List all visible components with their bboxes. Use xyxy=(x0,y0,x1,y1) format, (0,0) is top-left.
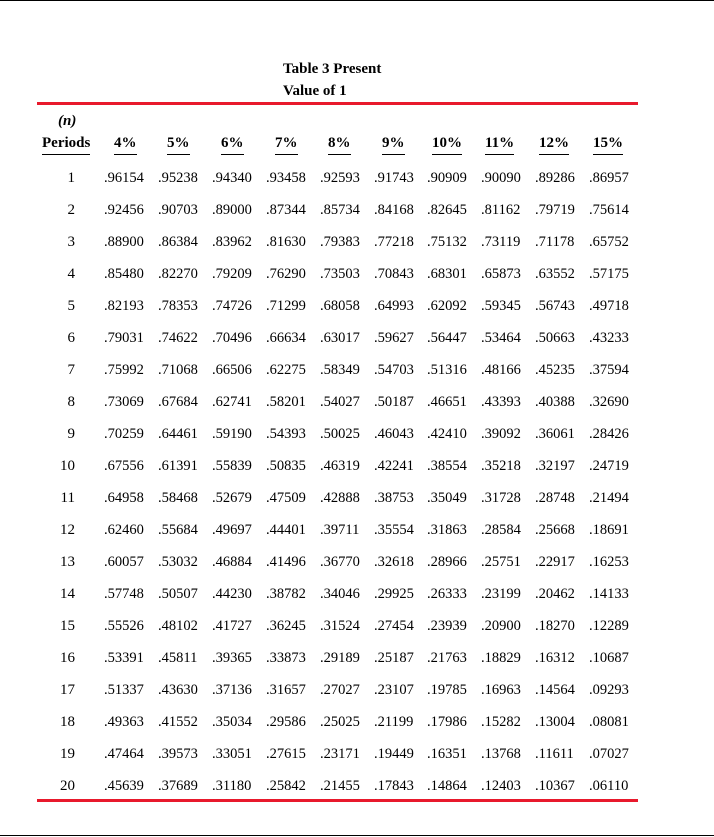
table-cell: .66506 xyxy=(212,362,252,378)
table-cell: .16963 xyxy=(481,682,521,698)
period-number: 7 xyxy=(67,362,75,378)
table-cell: .46651 xyxy=(427,394,467,410)
period-number: 17 xyxy=(60,682,75,698)
table-cell: .61391 xyxy=(158,458,198,474)
table-cell: .82645 xyxy=(427,202,467,218)
periods-header: Periods xyxy=(42,134,90,155)
table-row xyxy=(0,328,714,348)
table-cell: .56743 xyxy=(535,298,575,314)
table-cell: .44401 xyxy=(266,522,306,538)
table-cell: .08081 xyxy=(589,714,629,730)
table-cell: .43630 xyxy=(158,682,198,698)
table-cell: .35218 xyxy=(481,458,521,474)
table-cell: .16351 xyxy=(427,746,467,762)
table-cell: .68301 xyxy=(427,266,467,282)
table-cell: .27615 xyxy=(266,746,306,762)
table-cell: .47509 xyxy=(266,490,306,506)
table-cell: .51337 xyxy=(104,682,144,698)
table-row xyxy=(0,264,714,284)
period-number: 11 xyxy=(60,490,75,506)
period-number: 15 xyxy=(60,618,75,634)
table-cell: .19785 xyxy=(427,682,467,698)
rate-header: 4% xyxy=(114,134,137,155)
table-cell: .70496 xyxy=(212,330,252,346)
table-cell: .62092 xyxy=(427,298,467,314)
table-cell: .27027 xyxy=(320,682,360,698)
table-cell: .68058 xyxy=(320,298,360,314)
table-row xyxy=(0,456,714,476)
table-cell: .59345 xyxy=(481,298,521,314)
table-cell: .48166 xyxy=(481,362,521,378)
table-cell: .38782 xyxy=(266,586,306,602)
table-cell: .62741 xyxy=(212,394,252,410)
table-cell: .25751 xyxy=(481,554,521,570)
table-cell: .16312 xyxy=(535,650,575,666)
table-cell: .70259 xyxy=(104,426,144,442)
table-cell: .18270 xyxy=(535,618,575,634)
table-cell: .13768 xyxy=(481,746,521,762)
table-cell: .66634 xyxy=(266,330,306,346)
table-cell: .20900 xyxy=(481,618,521,634)
table-cell: .45235 xyxy=(535,362,575,378)
table-cell: .24719 xyxy=(589,458,629,474)
table-cell: .33051 xyxy=(212,746,252,762)
table-cell: .73503 xyxy=(320,266,360,282)
table-cell: .53391 xyxy=(104,650,144,666)
table-row xyxy=(0,488,714,508)
table-cell: .10687 xyxy=(589,650,629,666)
rate-header: 11% xyxy=(485,134,514,155)
table-cell: .41496 xyxy=(266,554,306,570)
period-number: 8 xyxy=(67,394,75,410)
table-cell: .95238 xyxy=(158,170,198,186)
table-cell: .81162 xyxy=(481,202,521,218)
table-row xyxy=(0,520,714,540)
table-cell: .52679 xyxy=(212,490,252,506)
table-cell: .34046 xyxy=(320,586,360,602)
table-cell: .37594 xyxy=(589,362,629,378)
table-cell: .25668 xyxy=(535,522,575,538)
table-cell: .46319 xyxy=(320,458,360,474)
table-cell: .14564 xyxy=(535,682,575,698)
table-row xyxy=(0,648,714,668)
table-cell: .25187 xyxy=(374,650,414,666)
table-cell: .21763 xyxy=(427,650,467,666)
table-cell: .25025 xyxy=(320,714,360,730)
table-row xyxy=(0,200,714,220)
table-top-rule xyxy=(37,102,638,105)
rate-header: 15% xyxy=(593,134,623,155)
table-cell: .58201 xyxy=(266,394,306,410)
rate-header: 12% xyxy=(539,134,569,155)
rate-header: 8% xyxy=(328,134,351,155)
table-cell: .43393 xyxy=(481,394,521,410)
table-cell: .32618 xyxy=(374,554,414,570)
table-cell: .76290 xyxy=(266,266,306,282)
table-cell: .28426 xyxy=(589,426,629,442)
table-bottom-rule xyxy=(37,799,638,802)
table-cell: .55839 xyxy=(212,458,252,474)
table-cell: .74622 xyxy=(158,330,198,346)
period-number: 1 xyxy=(67,170,75,186)
table-cell: .17843 xyxy=(374,778,414,794)
table-cell: .46884 xyxy=(212,554,252,570)
table-cell: .20462 xyxy=(535,586,575,602)
table-cell: .58468 xyxy=(158,490,198,506)
period-number: 10 xyxy=(60,458,75,474)
period-number: 12 xyxy=(60,522,75,538)
table-row xyxy=(0,584,714,604)
table-cell: .50507 xyxy=(158,586,198,602)
table-cell: .70843 xyxy=(374,266,414,282)
table-cell: .55526 xyxy=(104,618,144,634)
rate-header: 7% xyxy=(275,134,298,155)
table-row xyxy=(0,616,714,636)
table-cell: .57175 xyxy=(589,266,629,282)
table-cell: .92456 xyxy=(104,202,144,218)
table-cell: .32197 xyxy=(535,458,575,474)
table-cell: .57748 xyxy=(104,586,144,602)
table-cell: .79719 xyxy=(535,202,575,218)
table-row xyxy=(0,680,714,700)
table-cell: .91743 xyxy=(374,170,414,186)
table-cell: .32690 xyxy=(589,394,629,410)
table-cell: .62275 xyxy=(266,362,306,378)
table-cell: .44230 xyxy=(212,586,252,602)
table-row xyxy=(0,296,714,316)
table-cell: .31863 xyxy=(427,522,467,538)
table-cell: .16253 xyxy=(589,554,629,570)
table-title-line2: Value of 1 xyxy=(283,83,347,99)
table-cell: .79383 xyxy=(320,234,360,250)
table-cell: .64958 xyxy=(104,490,144,506)
table-cell: .36245 xyxy=(266,618,306,634)
table-cell: .74726 xyxy=(212,298,252,314)
table-cell: .07027 xyxy=(589,746,629,762)
table-cell: .36770 xyxy=(320,554,360,570)
table-cell: .29925 xyxy=(374,586,414,602)
table-cell: .09293 xyxy=(589,682,629,698)
table-cell: .25842 xyxy=(266,778,306,794)
table-cell: .54393 xyxy=(266,426,306,442)
period-number: 4 xyxy=(67,266,75,282)
table-cell: .28584 xyxy=(481,522,521,538)
table-cell: .23107 xyxy=(374,682,414,698)
table-cell: .81630 xyxy=(266,234,306,250)
table-cell: .42241 xyxy=(374,458,414,474)
table-cell: .90703 xyxy=(158,202,198,218)
table-row xyxy=(0,776,714,796)
table-cell: .10367 xyxy=(535,778,575,794)
table-cell: .51316 xyxy=(427,362,467,378)
table-cell: .31728 xyxy=(481,490,521,506)
table-cell: .35554 xyxy=(374,522,414,538)
table-cell: .38753 xyxy=(374,490,414,506)
table-cell: .86384 xyxy=(158,234,198,250)
rate-header: 10% xyxy=(432,134,462,155)
table-cell: .18829 xyxy=(481,650,521,666)
table-cell: .84168 xyxy=(374,202,414,218)
table-cell: .21494 xyxy=(589,490,629,506)
table-cell: .64993 xyxy=(374,298,414,314)
table-cell: .29189 xyxy=(320,650,360,666)
table-cell: .89000 xyxy=(212,202,252,218)
table-cell: .83962 xyxy=(212,234,252,250)
table-cell: .59190 xyxy=(212,426,252,442)
period-number: 18 xyxy=(60,714,75,730)
table-cell: .73119 xyxy=(481,234,521,250)
period-number: 6 xyxy=(67,330,75,346)
table-row xyxy=(0,424,714,444)
table-cell: .21455 xyxy=(320,778,360,794)
table-cell: .39711 xyxy=(320,522,360,538)
table-cell: .50025 xyxy=(320,426,360,442)
table-cell: .39092 xyxy=(481,426,521,442)
page-top-border xyxy=(0,0,714,1)
table-cell: .75614 xyxy=(589,202,629,218)
period-number: 19 xyxy=(60,746,75,762)
table-cell: .65873 xyxy=(481,266,521,282)
n-label: (n) xyxy=(58,113,77,129)
table-cell: .96154 xyxy=(104,170,144,186)
table-cell: .50187 xyxy=(374,394,414,410)
table-cell: .29586 xyxy=(266,714,306,730)
table-cell: .19449 xyxy=(374,746,414,762)
table-cell: .85480 xyxy=(104,266,144,282)
table-cell: .39365 xyxy=(212,650,252,666)
period-number: 20 xyxy=(60,778,75,794)
table-row xyxy=(0,360,714,380)
table-cell: .88900 xyxy=(104,234,144,250)
table-cell: .82270 xyxy=(158,266,198,282)
rate-header: 6% xyxy=(221,134,244,155)
table-cell: .64461 xyxy=(158,426,198,442)
table-cell: .94340 xyxy=(212,170,252,186)
table-cell: .75992 xyxy=(104,362,144,378)
table-cell: .50835 xyxy=(266,458,306,474)
table-cell: .11611 xyxy=(535,746,574,762)
table-cell: .86957 xyxy=(589,170,629,186)
rate-header: 9% xyxy=(382,134,405,155)
rate-header: 5% xyxy=(167,134,190,155)
table-cell: .31657 xyxy=(266,682,306,698)
table-cell: .38554 xyxy=(427,458,467,474)
table-cell: .90090 xyxy=(481,170,521,186)
table-cell: .13004 xyxy=(535,714,575,730)
table-cell: .87344 xyxy=(266,202,306,218)
table-cell: .50663 xyxy=(535,330,575,346)
table-row xyxy=(0,744,714,764)
table-cell: .45811 xyxy=(158,650,198,666)
table-cell: .31180 xyxy=(212,778,252,794)
period-number: 2 xyxy=(67,202,75,218)
table-cell: .36061 xyxy=(535,426,575,442)
table-cell: .55684 xyxy=(158,522,198,538)
table-cell: .47464 xyxy=(104,746,144,762)
table-cell: .82193 xyxy=(104,298,144,314)
table-cell: .89286 xyxy=(535,170,575,186)
table-cell: .71299 xyxy=(266,298,306,314)
table-cell: .17986 xyxy=(427,714,467,730)
table-cell: .12289 xyxy=(589,618,629,634)
table-cell: .73069 xyxy=(104,394,144,410)
table-row xyxy=(0,712,714,732)
table-cell: .71068 xyxy=(158,362,198,378)
table-cell: .39573 xyxy=(158,746,198,762)
table-cell: .40388 xyxy=(535,394,575,410)
table-cell: .92593 xyxy=(320,170,360,186)
table-cell: .63552 xyxy=(535,266,575,282)
table-title-line1: Table 3 Present xyxy=(283,61,382,77)
period-number: 14 xyxy=(60,586,75,602)
table-cell: .58349 xyxy=(320,362,360,378)
table-cell: .28748 xyxy=(535,490,575,506)
table-cell: .22917 xyxy=(535,554,575,570)
table-cell: .46043 xyxy=(374,426,414,442)
table-cell: .37689 xyxy=(158,778,198,794)
table-cell: .42888 xyxy=(320,490,360,506)
table-cell: .79209 xyxy=(212,266,252,282)
table-cell: .63017 xyxy=(320,330,360,346)
table-cell: .23199 xyxy=(481,586,521,602)
table-cell: .18691 xyxy=(589,522,629,538)
table-cell: .65752 xyxy=(589,234,629,250)
table-cell: .79031 xyxy=(104,330,144,346)
period-number: 3 xyxy=(67,234,75,250)
table-cell: .12403 xyxy=(481,778,521,794)
page-bottom-border xyxy=(0,835,714,836)
table-cell: .14133 xyxy=(589,586,629,602)
table-cell: .62460 xyxy=(104,522,144,538)
table-cell: .26333 xyxy=(427,586,467,602)
table-cell: .27454 xyxy=(374,618,414,634)
table-cell: .67556 xyxy=(104,458,144,474)
table-cell: .23939 xyxy=(427,618,467,634)
period-number: 5 xyxy=(67,298,75,314)
period-number: 16 xyxy=(60,650,75,666)
period-number: 13 xyxy=(60,554,75,570)
table-cell: .93458 xyxy=(266,170,306,186)
table-cell: .14864 xyxy=(427,778,467,794)
table-cell: .15282 xyxy=(481,714,521,730)
table-row xyxy=(0,392,714,412)
table-cell: .23171 xyxy=(320,746,360,762)
period-number: 9 xyxy=(67,426,75,442)
table-cell: .41727 xyxy=(212,618,252,634)
table-cell: .53464 xyxy=(481,330,521,346)
table-row xyxy=(0,168,714,188)
table-cell: .60057 xyxy=(104,554,144,570)
table-cell: .59627 xyxy=(374,330,414,346)
table-cell: .48102 xyxy=(158,618,198,634)
table-cell: .49363 xyxy=(104,714,144,730)
table-cell: .54703 xyxy=(374,362,414,378)
table-cell: .77218 xyxy=(374,234,414,250)
table-cell: .28966 xyxy=(427,554,467,570)
table-cell: .85734 xyxy=(320,202,360,218)
table-cell: .41552 xyxy=(158,714,198,730)
table-cell: .75132 xyxy=(427,234,467,250)
table-cell: .71178 xyxy=(535,234,575,250)
table-cell: .49718 xyxy=(589,298,629,314)
table-cell: .56447 xyxy=(427,330,467,346)
table-cell: .37136 xyxy=(212,682,252,698)
table-cell: .42410 xyxy=(427,426,467,442)
table-cell: .49697 xyxy=(212,522,252,538)
table-cell: .31524 xyxy=(320,618,360,634)
table-cell: .90909 xyxy=(427,170,467,186)
table-cell: .78353 xyxy=(158,298,198,314)
table-cell: .45639 xyxy=(104,778,144,794)
table-cell: .06110 xyxy=(589,778,629,794)
table-row xyxy=(0,552,714,572)
table-cell: .43233 xyxy=(589,330,629,346)
table-cell: .35049 xyxy=(427,490,467,506)
table-cell: .21199 xyxy=(374,714,414,730)
table-cell: .67684 xyxy=(158,394,198,410)
table-cell: .54027 xyxy=(320,394,360,410)
table-cell: .35034 xyxy=(212,714,252,730)
table-cell: .53032 xyxy=(158,554,198,570)
table-row xyxy=(0,232,714,252)
table-cell: .33873 xyxy=(266,650,306,666)
